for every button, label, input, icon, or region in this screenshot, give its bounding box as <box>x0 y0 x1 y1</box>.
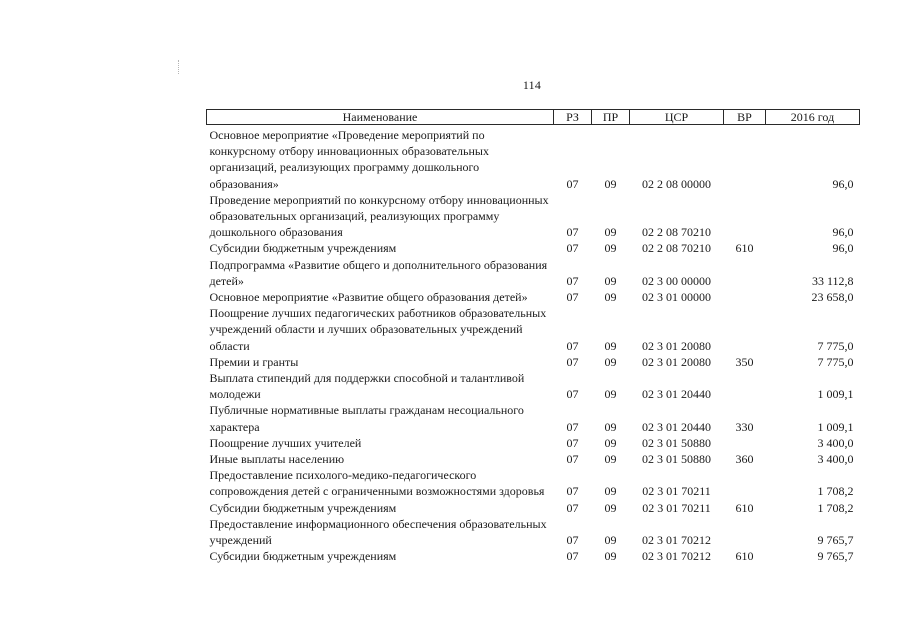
row-amount: 9 765,7 <box>817 533 854 548</box>
row-csr: 02 3 01 50880 <box>642 435 711 450</box>
table-row <box>207 516 860 548</box>
row-name: Предоставление информационного обеспечения образовательных учреждений <box>209 516 547 548</box>
row-csr: 02 3 01 70211 <box>642 500 711 515</box>
row-name: Выплата стипендий для поддержки способной и талантливой молодежи <box>209 371 525 402</box>
row-pr: 09 <box>604 387 617 402</box>
table-row <box>207 289 860 305</box>
row-pr: 09 <box>604 241 617 256</box>
row-amount: 3 400,0 <box>817 452 854 467</box>
table-header <box>207 110 860 125</box>
page-number: 114 <box>522 78 542 92</box>
table-row <box>207 354 860 370</box>
row-name: Подпрограмма «Развитие общего и дополнительного образования детей» <box>209 257 548 288</box>
row-name: Премии и гранты <box>209 354 299 369</box>
table-row <box>207 192 860 241</box>
row-vr: 350 <box>735 354 754 369</box>
row-amount: 7 775,0 <box>817 354 854 369</box>
table-row <box>207 500 860 516</box>
row-pr: 09 <box>604 273 617 288</box>
header-pr: ПР <box>592 110 630 125</box>
row-amount: 96,0 <box>832 225 854 240</box>
row-pr: 09 <box>604 354 617 369</box>
row-amount: 1 708,2 <box>817 484 854 499</box>
row-rz: 07 <box>566 290 579 305</box>
row-vr <box>724 289 766 305</box>
row-rz: 07 <box>566 533 579 548</box>
row-name: Поощрение лучших учителей <box>209 435 362 450</box>
table-row <box>207 548 860 564</box>
row-pr: 09 <box>604 549 617 564</box>
row-rz: 07 <box>566 225 579 240</box>
row-name: Проведение мероприятий по конкурсному отбору инновационных образовательных организаций, реализующих программу дошкольного образования <box>209 192 549 240</box>
row-rz: 07 <box>566 419 579 434</box>
row-csr: 02 3 01 20440 <box>642 387 711 402</box>
row-rz: 07 <box>566 176 579 191</box>
table-body <box>207 125 860 565</box>
table-row <box>207 240 860 256</box>
table-row <box>207 467 860 499</box>
row-pr: 09 <box>604 452 617 467</box>
row-rz: 07 <box>566 273 579 288</box>
row-csr: 02 3 01 70212 <box>642 549 711 564</box>
row-rz: 07 <box>566 549 579 564</box>
row-csr: 02 3 01 00000 <box>642 290 711 305</box>
row-vr: 610 <box>735 549 754 564</box>
row-name: Субсидии бюджетным учреждениям <box>209 241 397 256</box>
row-name: Публичные нормативные выплаты гражданам несоциального характера <box>209 403 524 434</box>
row-pr: 09 <box>604 435 617 450</box>
row-amount: 23 658,0 <box>811 290 854 305</box>
scan-margin-mark <box>178 60 181 74</box>
row-csr: 02 2 08 70210 <box>642 241 711 256</box>
row-name: Поощрение лучших педагогических работников образовательных учреждений области и лучших образовательных учреждений области <box>209 306 547 353</box>
row-vr <box>724 192 766 241</box>
row-vr <box>724 257 766 289</box>
row-pr: 09 <box>604 419 617 434</box>
table-row <box>207 451 860 467</box>
row-amount: 96,0 <box>832 176 854 191</box>
table-row <box>207 305 860 354</box>
row-amount: 9 765,7 <box>817 549 854 564</box>
row-csr: 02 3 00 00000 <box>642 273 711 288</box>
row-name: Основное мероприятие «Проведение мероприятий по конкурсному отбору инновационных образовательных организаций, реализующих программу дошкольного образования» <box>209 128 489 191</box>
header-year: 2016 год <box>766 110 860 125</box>
table-row <box>207 370 860 402</box>
row-name: Субсидии бюджетным учреждениям <box>209 549 397 564</box>
table-row <box>207 402 860 434</box>
row-csr: 02 3 01 20080 <box>642 338 711 353</box>
row-pr: 09 <box>604 533 617 548</box>
row-pr: 09 <box>604 338 617 353</box>
table-row <box>207 125 860 192</box>
table-row <box>207 257 860 289</box>
row-csr: 02 3 01 20080 <box>642 354 711 369</box>
row-vr: 330 <box>735 419 754 434</box>
row-rz: 07 <box>566 387 579 402</box>
row-name: Субсидии бюджетным учреждениям <box>209 500 397 515</box>
row-vr: 360 <box>735 452 754 467</box>
row-name: Основное мероприятие «Развитие общего образования детей» <box>209 290 528 305</box>
row-pr: 09 <box>604 225 617 240</box>
row-vr <box>724 305 766 354</box>
row-rz: 07 <box>566 484 579 499</box>
row-rz: 07 <box>566 435 579 450</box>
row-pr: 09 <box>604 290 617 305</box>
row-rz: 07 <box>566 338 579 353</box>
row-pr: 09 <box>604 176 617 191</box>
row-amount: 7 775,0 <box>817 338 854 353</box>
row-rz: 07 <box>566 452 579 467</box>
header-vr: ВР <box>724 110 766 125</box>
row-csr: 02 2 08 00000 <box>642 176 711 191</box>
row-vr <box>724 370 766 402</box>
row-vr <box>724 516 766 548</box>
row-rz: 07 <box>566 354 579 369</box>
row-name: Предоставление психолого-медико-педагогического сопровождения детей с ограниченными возможностями здоровья <box>209 468 545 499</box>
table-row <box>207 435 860 451</box>
row-amount: 3 400,0 <box>817 435 854 450</box>
row-csr: 02 3 01 50880 <box>642 452 711 467</box>
row-vr <box>724 435 766 451</box>
row-vr: 610 <box>735 241 754 256</box>
budget-table <box>206 109 860 564</box>
row-amount: 1 708,2 <box>817 500 854 515</box>
row-pr: 09 <box>604 500 617 515</box>
row-amount: 96,0 <box>832 241 854 256</box>
row-csr: 02 3 01 70211 <box>642 484 711 499</box>
row-csr: 02 3 01 70212 <box>642 533 711 548</box>
row-name: Иные выплаты населению <box>209 452 345 467</box>
row-csr: 02 3 01 20440 <box>642 419 711 434</box>
row-vr: 610 <box>735 500 754 515</box>
row-amount: 1 009,1 <box>817 387 854 402</box>
row-vr <box>724 467 766 499</box>
header-rz: РЗ <box>554 110 592 125</box>
header-name: Наименование <box>207 110 554 125</box>
row-rz: 07 <box>566 500 579 515</box>
row-csr: 02 2 08 70210 <box>642 225 711 240</box>
row-pr: 09 <box>604 484 617 499</box>
row-rz: 07 <box>566 241 579 256</box>
row-amount: 1 009,1 <box>817 419 854 434</box>
row-vr <box>724 125 766 192</box>
header-csr: ЦСР <box>630 110 724 125</box>
row-amount: 33 112,8 <box>811 273 854 288</box>
